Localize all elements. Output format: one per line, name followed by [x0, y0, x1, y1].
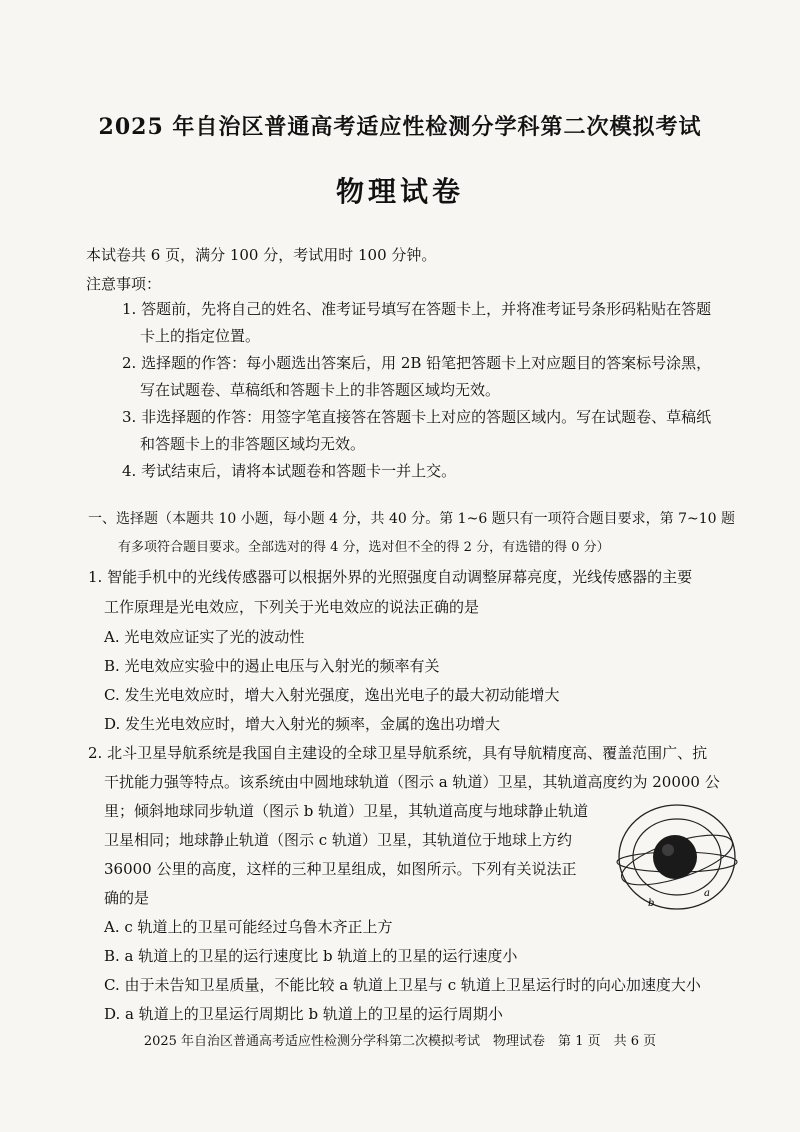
orbit-label-b: b — [648, 898, 655, 909]
q2-option-b: B. a 轨道上的卫星的运行速度比 b 轨道上的卫星的运行速度小 — [104, 947, 518, 965]
notice-1-line2: 卡上的指定位置。 — [140, 327, 261, 345]
notice-3-line1: 3. 非选择题的作答：用签字笔直接答在答题卡上对应的答题区域内。写在试题卷、草稿纸 — [122, 408, 712, 426]
q1-stem-line1: 1. 智能手机中的光线传感器可以根据外界的光照强度自动调整屏幕亮度，光线传感器的主要 — [88, 568, 693, 586]
earth — [653, 835, 697, 879]
orbit-label-a: a — [704, 888, 710, 899]
notice-3-line2: 和答题卡上的非答题区域均无效。 — [140, 435, 366, 453]
notice-2-line2: 写在试题卷、草稿纸和答题卡上的非答题区域均无效。 — [140, 381, 501, 399]
q1-option-c: C. 发生光电效应时，增大入射光强度，逸出光电子的最大初动能增大 — [104, 686, 560, 704]
q1-option-b: B. 光电效应实验中的遏止电压与入射光的频率有关 — [104, 657, 440, 675]
q2-option-d: D. a 轨道上的卫星运行周期比 b 轨道上的卫星的运行周期小 — [104, 1005, 503, 1023]
exam-subject: 物理试卷 — [335, 175, 464, 208]
section1-heading-line1: 一、选择题（本题共 10 小题，每小题 4 分，共 40 分。第 1~6 题只有一项符合题目要求，第 7~10 题 — [88, 511, 736, 527]
satellite-orbit-figure — [612, 800, 742, 915]
notice-2-line1: 2. 选择题的作答：每小题选出答案后，用 2B 铅笔把答题卡上对应题目的答案标号涂黑， — [122, 354, 712, 372]
q2-stem-line6: 确的是 — [104, 889, 150, 907]
notice-heading: 注意事项： — [86, 275, 162, 293]
q2-stem-line2: 干扰能力强等特点。该系统由中圆地球轨道（图示 a 轨道）卫星，其轨道高度约为 20000 公 — [104, 773, 720, 791]
q2-option-a: A. c 轨道上的卫星可能经过乌鲁木齐正上方 — [104, 918, 393, 936]
section1-heading-line2: 有多项符合题目要求。全部选对的得 4 分，选对但不全的得 2 分，有选错的得 0 分） — [118, 540, 610, 555]
page-footer: 2025 年自治区普通高考适应性检测分学科第二次模拟考试 物理试卷 第 1 页 共 6 页 — [143, 1034, 657, 1049]
q2-stem-line3: 里；倾斜地球同步轨道（图示 b 轨道）卫星，其轨道高度与地球静止轨道 — [104, 802, 589, 820]
q1-stem-line2: 工作原理是光电效应，下列关于光电效应的说法正确的是 — [104, 598, 480, 616]
earth-highlight — [662, 844, 674, 856]
notice-4-line1: 4. 考试结束后，请将本试题卷和答题卡一并上交。 — [122, 462, 457, 480]
q2-stem-line5: 36000 公里的高度，这样的三种卫星组成，如图所示。下列有关说法正 — [104, 860, 577, 878]
exam-title: 2025 年自治区普通高考适应性检测分学科第二次模拟考试 — [98, 114, 702, 140]
q2-stem-line4: 卫星相同；地球静止轨道（图示 c 轨道）卫星，其轨道位于地球上方约 — [104, 831, 572, 849]
notice-1-line1: 1. 答题前，先将自己的姓名、准考证号填写在答题卡上，并将准考证号条形码粘贴在答题 — [122, 300, 712, 318]
exam-intro: 本试卷共 6 页，满分 100 分，考试用时 100 分钟。 — [86, 246, 437, 264]
q1-option-d: D. 发生光电效应时，增大入射光的频率，金属的逸出功增大 — [104, 715, 501, 733]
q2-option-c: C. 由于未告知卫星质量，不能比较 a 轨道上卫星与 c 轨道上卫星运行时的向心加速度大小 — [104, 976, 701, 994]
q2-stem-line1: 2. 北斗卫星导航系统是我国自主建设的全球卫星导航系统，具有导航精度高、覆盖范围广、抗 — [88, 744, 708, 762]
q1-option-a: A. 光电效应证实了光的波动性 — [104, 628, 305, 646]
